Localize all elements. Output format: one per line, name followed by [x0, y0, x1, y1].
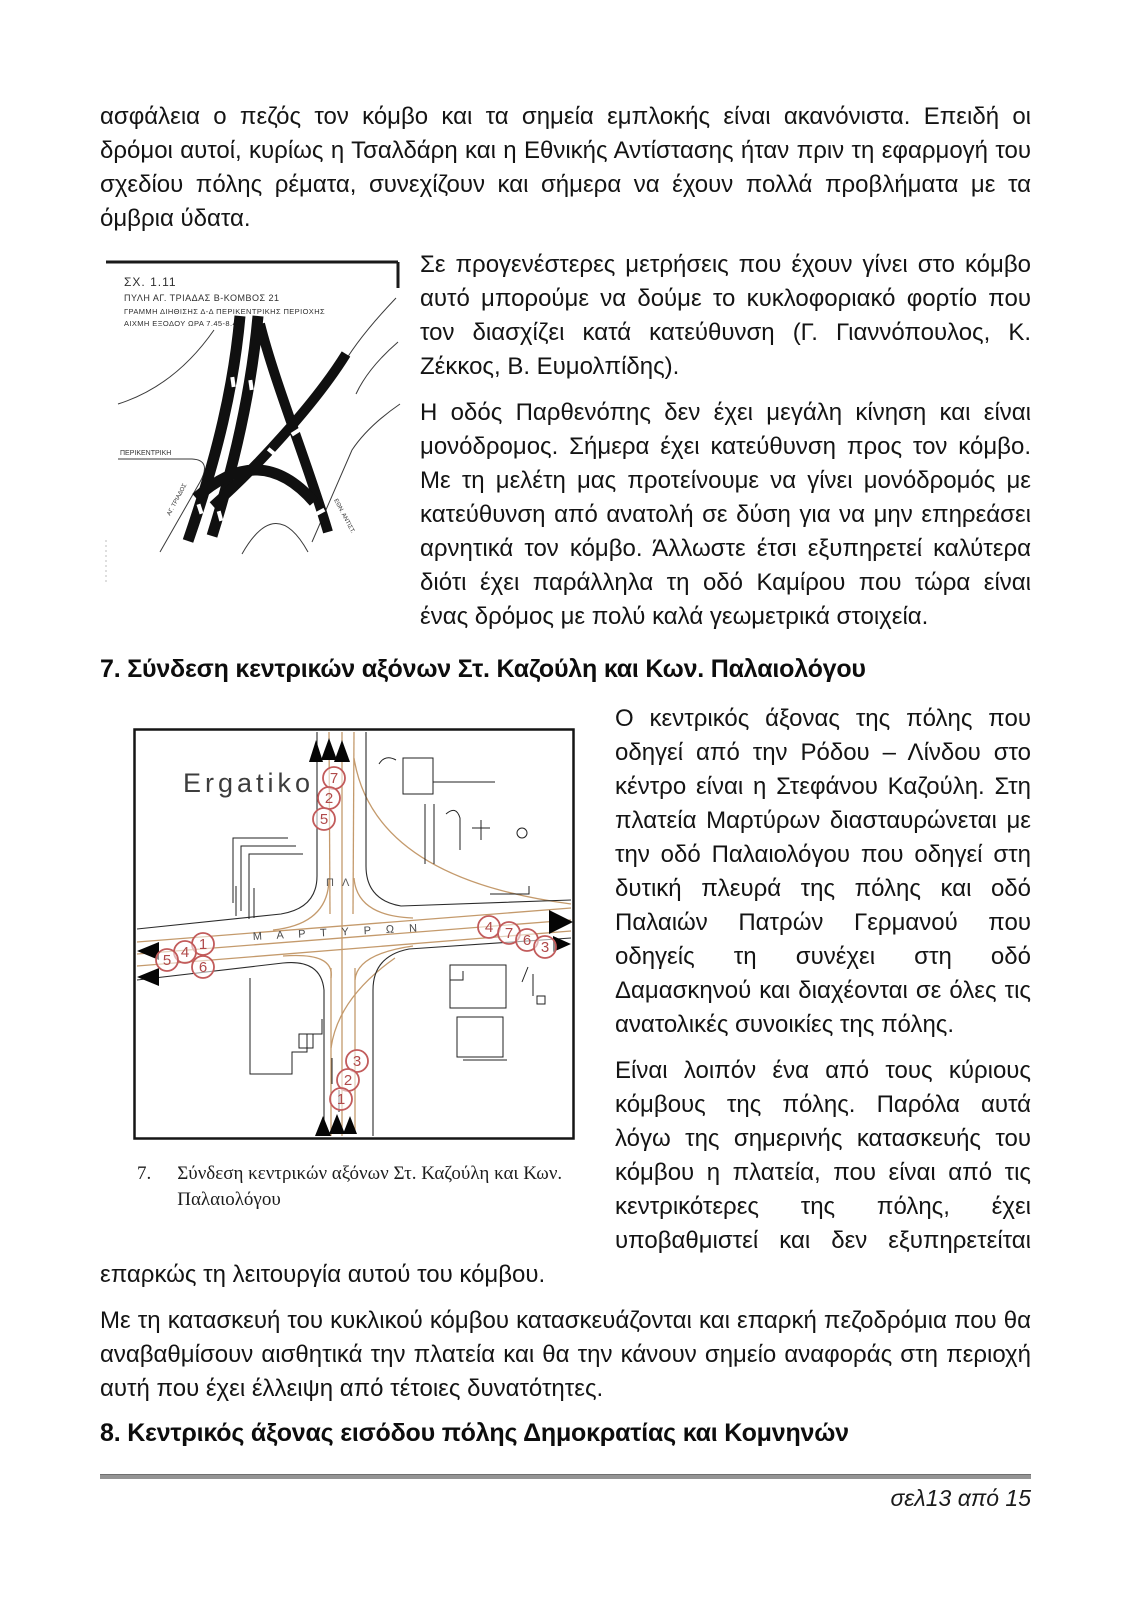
label-right-road: ΕΘΝ. ΑΝΤΙΣΤ. [332, 498, 356, 535]
svg-text:2: 2 [343, 1072, 353, 1089]
map-marker [318, 787, 340, 809]
map-street-name: Μ Α Ρ Τ Υ Ρ Ω Ν [252, 922, 424, 943]
para-intro: ασφάλεια ο πεζός τον κόμβο και τα σημεία εμπλοκής είναι ακανόνιστα. Επειδή οι δρόμοι αυτοί, κυρίως η Τσαλδάρη και η Εθνικής Αντίστασης ήταν πριν τη εφαρμογή του σχεδίου πόλης ρέματα, συνεχίζουν και σήμερα να έχουν πολλά προβλήματα με τα όμβρια ύδατα. [100, 103, 1031, 232]
para-central-axis: Ο κεντρικός άξονας της πόλης που οδηγεί από την Ρόδου – Λίνδου στο κέντρο είναι η Στεφάνου Καζούλη. Στη πλατεία Μαρτύρων διασταυρώνεται με την οδό Παλαιολόγου που οδηγεί στη δυτική πλευρά της πόλης και οδό Παλαιών Πατρών Γερμανού που οδηγείς τη συνέχει στη οδό Δαμασκηνού και διαχέονται σε όλες τις ανατολικές συνοικίες της πόλης. [615, 705, 1031, 1038]
map-marker [478, 916, 500, 938]
caption-text: Σύνδεση κεντρικών αξόνων Στ. Καζούλη και Κων. Παλαιολόγου [177, 1163, 563, 1210]
footer-rule [100, 1474, 1031, 1479]
svg-text:6: 6 [522, 932, 532, 949]
svg-text:4: 4 [180, 944, 190, 961]
map-marker [534, 936, 556, 958]
map-area-label: Ergatiko [183, 768, 315, 798]
svg-text:3: 3 [352, 1053, 362, 1070]
svg-text:3: 3 [540, 939, 550, 956]
square-map-svg [133, 728, 575, 1140]
svg-text:7: 7 [504, 925, 514, 942]
para-construction: Με τη κατασκευή του κυκλικού κόμβου κατασκευάζονται και επαρκή πεζοδρόμια που θα αναβαθμίσουν αισθητικά την πλατεία και θα την κάνουν σημείο αναφοράς στη περιοχή αυτή που έχει έλλειψη από τέτοιες δυνατότητες. [100, 1307, 1031, 1402]
svg-text:5: 5 [319, 811, 329, 828]
traffic-flow-bands [188, 316, 346, 541]
figure-square-map [133, 728, 575, 1227]
fig1-title-line: ΠΥΛΗ ΑΓ. ΤΡΙΑΔΑΣ Β-ΚΟΜΒΟΣ 21 [124, 293, 280, 303]
svg-text:7: 7 [329, 770, 339, 787]
fig1-sketch-number: ΣΧ. 1.11 [124, 275, 177, 289]
figure-caption [133, 1161, 575, 1213]
fig1-peak-hour-line: ΑΙΧΜΗ ΕΞΟΔΟΥ ΩΡΑ 7.45-8.45 [124, 319, 242, 328]
svg-text:5: 5 [162, 952, 172, 969]
caption-number: 7. [137, 1163, 152, 1184]
section-map [100, 702, 1031, 1304]
page-number: σελ13 από 15 [890, 1485, 1031, 1511]
map-marker [323, 767, 345, 789]
heading-section-7: 7. Σύνδεση κεντρικών αξόνων Στ. Καζούλη και Κων. Παλαιολόγου [100, 655, 866, 683]
para-main-node: Είναι λοιπόν ένα από τους κύριους κόμβους της πόλης. Παρόλα αυτά λόγω της σημερινής κατασκευής του κόμβου η πλατεία, που είναι από τις κεντρικότερες της πόλης, έχει υποβαθμιστεί και δεν εξυπηρετείται επαρκώς τη λειτουργία αυτού του κόμβου. [100, 1057, 1031, 1288]
map-marker [156, 949, 178, 971]
svg-text:1: 1 [198, 936, 208, 953]
svg-text:1: 1 [336, 1091, 346, 1108]
map-square-abbr: ΠΛ [326, 877, 358, 889]
map-marker [330, 1088, 352, 1110]
junction-diagram-svg [100, 254, 412, 616]
svg-text:2: 2 [324, 790, 334, 807]
section-junction [100, 248, 1031, 646]
label-perikentriki: ΠΕΡΙΚΕΝΤΡΙΚΗ [120, 450, 172, 457]
figure-junction-diagram [100, 254, 412, 616]
fig1-subtitle-line: ΓΡΑΜΜΗ ΔΙΗΘΙΣΗΣ Δ-Δ ΠΕΡΙΚΕΝΤΡΙΚΗΣ ΠΕΡΙΟΧΗΣ [124, 307, 326, 316]
map-marker [192, 956, 214, 978]
heading-section-8: 8. Κεντρικός άξονας εισόδου πόλης Δημοκρατίας και Κομνηνών [100, 1419, 849, 1447]
map-marker [313, 808, 335, 830]
svg-text:4: 4 [484, 919, 494, 936]
para-measurements: Σε προγενέστερες μετρήσεις που έχουν γίνει στο κόμβο αυτό μπορούμε να δούμε το κυκλοφοριακό φορτίο που τον διασχίζει κατά κατεύθυνση (Γ. Γιαννόπουλος, Κ. Ζέκκος, Β. Ευμολπίδης). [420, 251, 1031, 380]
svg-text:6: 6 [198, 959, 208, 976]
label-left-road: ΑΓ. ΤΡΙΑΔΟΣ [166, 482, 189, 517]
para-parthenopis: Η οδός Παρθενόπης δεν έχει μεγάλη κίνηση και είναι μονόδρομος. Σήμερα έχει κατεύθυνση προς τον κόμβο. Με τη μελέτη μας προτείνουμε να γίνει μονόδρομός με κατεύθυνση από ανατολή σε δύση για να μην επηρεάσει αρνητικά τον κόμβο. Άλλωστε έτσι εξυπηρετεί καλύτερα διότι έχει παράλληλα τη οδό Καμίρου που τώρα είναι ένας δρόμος με πολύ καλά γεωμετρικά στοιχεία. [420, 399, 1031, 630]
